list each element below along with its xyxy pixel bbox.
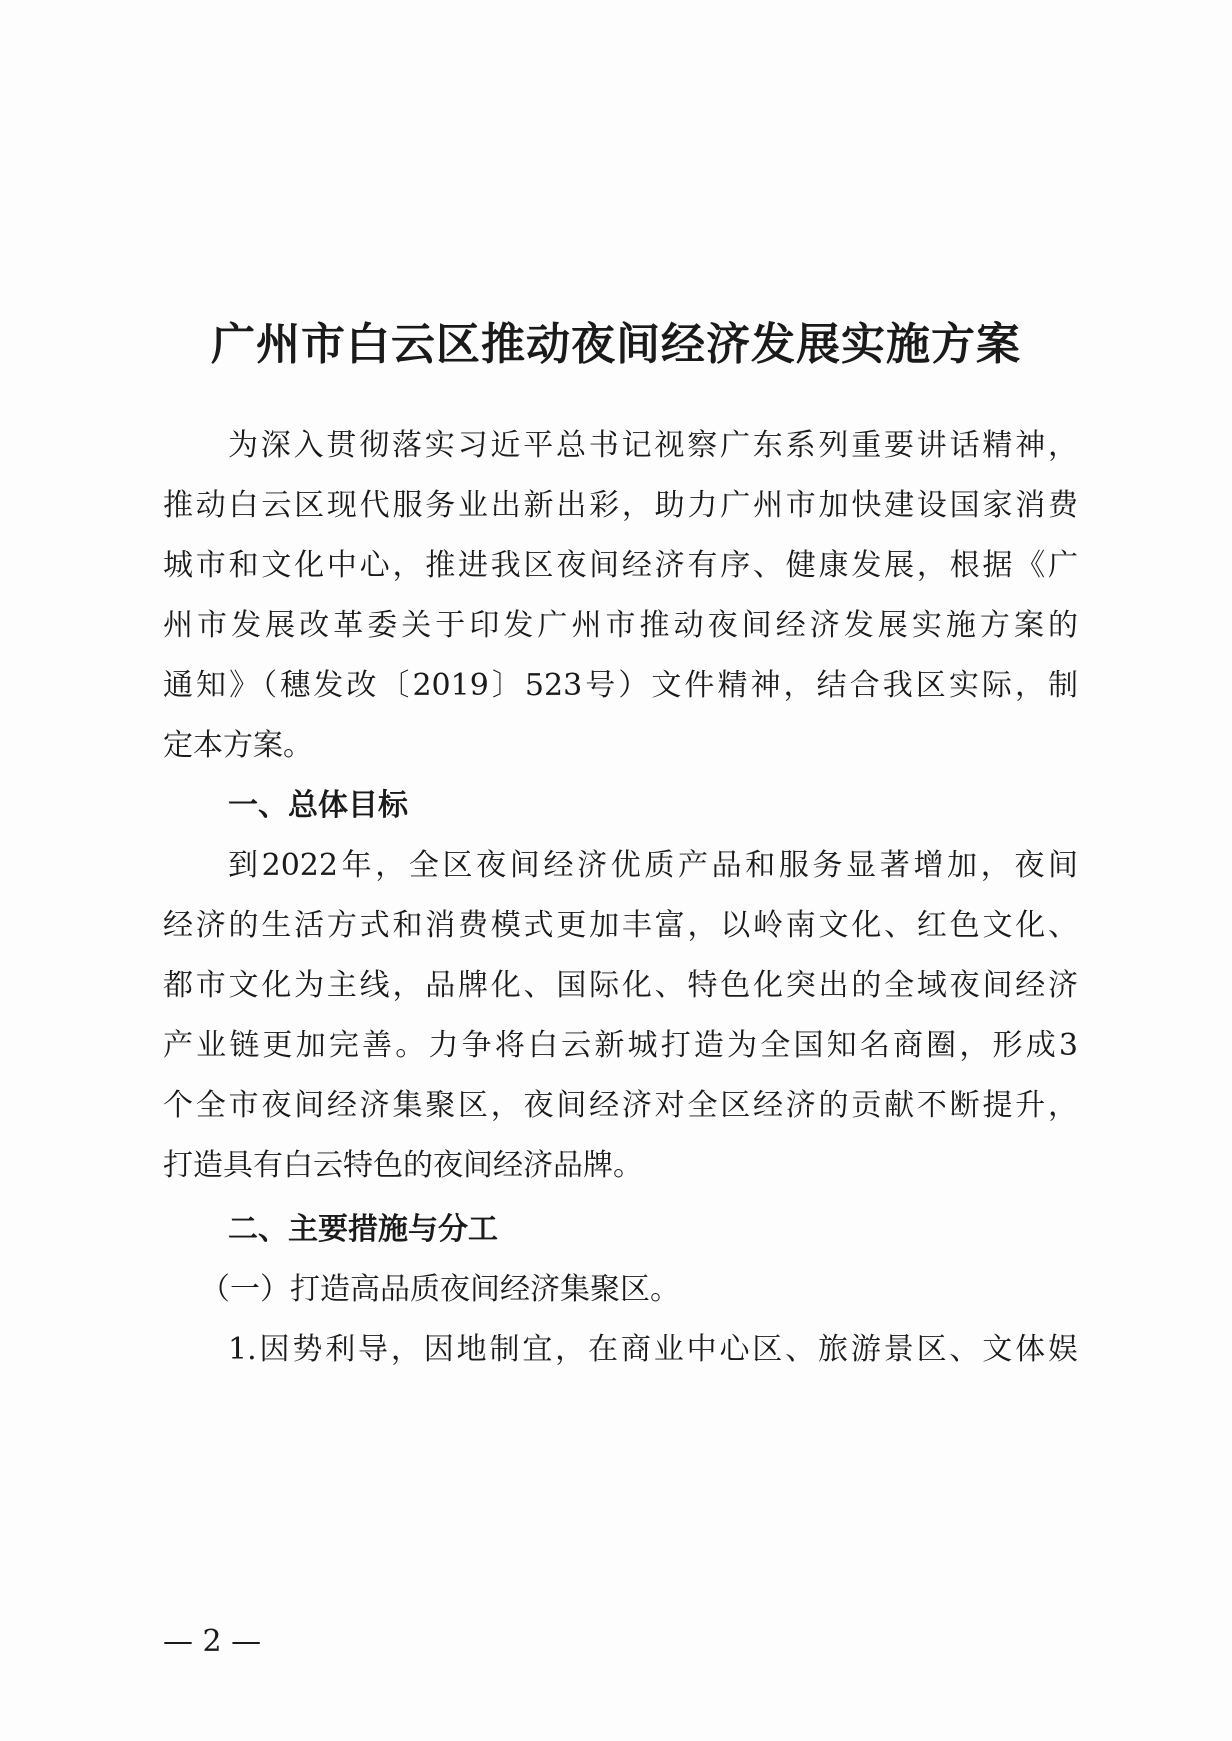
section-2-subheading: （一）打造高品质夜间经济集聚区。 xyxy=(200,1272,680,1307)
section-1-line-6: 打造具有白云特色的夜间经济品牌。 xyxy=(163,1148,643,1183)
section-1-line-5: 个全市夜间经济集聚区，夜间经济对全区经济的贡献不断提升， xyxy=(163,1088,1078,1123)
section-1-line-3: 都市文化为主线，品牌化、国际化、特色化突出的全域夜间经济 xyxy=(163,968,1078,1003)
intro-line-5: 通知》（穗发改〔2019〕523号）文件精神，结合我区实际，制 xyxy=(163,668,1078,703)
section-1-line-4: 产业链更加完善。力争将白云新城打造为全国知名商圈，形成3 xyxy=(163,1028,1078,1063)
intro-line-3: 城市和文化中心，推进我区夜间经济有序、健康发展，根据《广 xyxy=(163,548,1078,583)
intro-line-4: 州市发展改革委关于印发广州市推动夜间经济发展实施方案的 xyxy=(163,608,1078,643)
page-number: — 2 — xyxy=(163,1624,262,1659)
section-2-item-1: 1.因势利导，因地制宜，在商业中心区、旅游景区、文体娱 xyxy=(228,1332,1078,1367)
intro-line-2: 推动白云区现代服务业出新出彩，助力广州市加快建设国家消费 xyxy=(163,488,1078,523)
section-2-heading: 二、主要措施与分工 xyxy=(228,1212,498,1247)
intro-line-6: 定本方案。 xyxy=(163,728,313,763)
intro-line-1: 为深入贯彻落实习近平总书记视察广东系列重要讲话精神， xyxy=(228,428,1078,463)
section-1-line-2: 经济的生活方式和消费模式更加丰富，以岭南文化、红色文化、 xyxy=(163,908,1078,943)
section-1-heading: 一、总体目标 xyxy=(228,788,408,823)
document-title: 广州市白云区推动夜间经济发展实施方案 xyxy=(211,319,1021,370)
section-1-line-1: 到2022年，全区夜间经济优质产品和服务显著增加，夜间 xyxy=(228,848,1078,883)
